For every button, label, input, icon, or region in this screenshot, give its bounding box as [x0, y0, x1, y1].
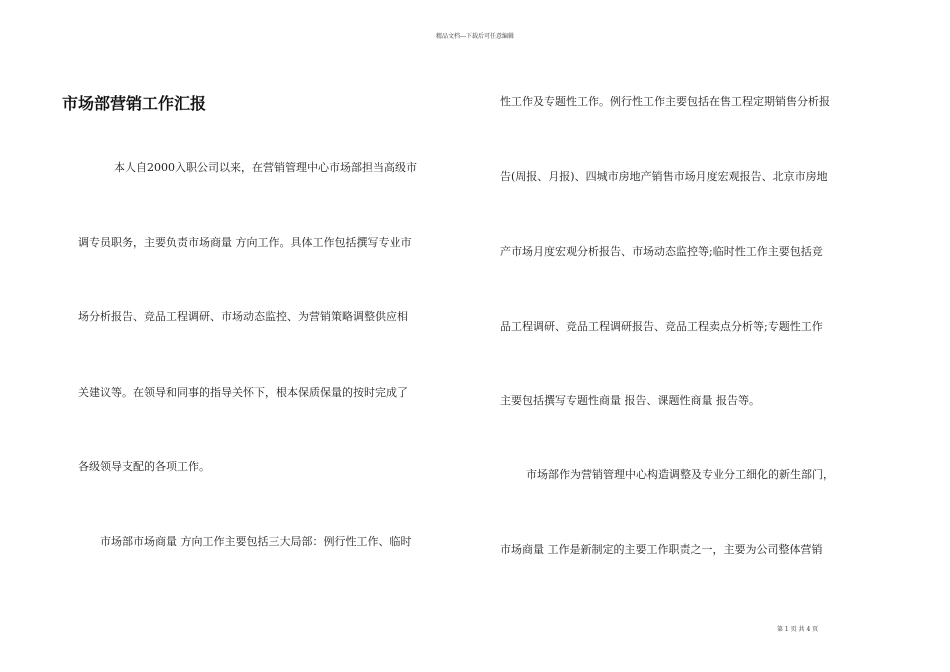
page-footer: 第 1 页 共 4 页 [777, 626, 819, 633]
text-line: 市场部作为营销管理中心构造调整及专业分工细化的新生部门， [526, 468, 834, 481]
text-line: 告(周报、月报)、四城市房地产销售市场月度宏观报告、北京市房地 [500, 170, 828, 183]
text-line: 各级领导支配的各项工作。 [78, 460, 210, 473]
text-line: 主要包括撰写专题性商量 报告、课题性商量 报告等。 [500, 394, 760, 407]
text-line: 调专员职务，主要负责市场商量 方向工作。具体工作包括撰写专业市 [78, 236, 412, 249]
text-line: 产市场月度宏观分析报告、市场动态监控等;临时性工作主要包括竞 [500, 245, 823, 258]
page-header: 精品文档---下载后可任意编辑 [435, 33, 515, 40]
text-line: 性工作及专题性工作。例行性工作主要包括在售工程定期销售分析报 [500, 95, 830, 108]
document-title: 市场部营销工作汇报 [62, 94, 207, 113]
text-line: 市场部市场商量 方向工作主要包括三大局部：例行性工作、临时 [100, 535, 412, 548]
text-line: 场分析报告、竞品工程调研、市场动态监控、为营销策略调整供应相 [78, 310, 408, 323]
text-line: 市场商量 工作是新制定的主要工作职责之一，主要为公司整体营销 [500, 543, 823, 556]
text-line: 品工程调研、竞品工程调研报告、竞品工程卖点分析等;专题性工作 [500, 320, 823, 333]
text-line: 本人自2000入职公司以来，在营销管理中心市场部担当高级市 [114, 161, 417, 174]
text-line: 关建议等。在领导和同事的指导关怀下，根本保质保量的按时完成了 [78, 386, 408, 399]
